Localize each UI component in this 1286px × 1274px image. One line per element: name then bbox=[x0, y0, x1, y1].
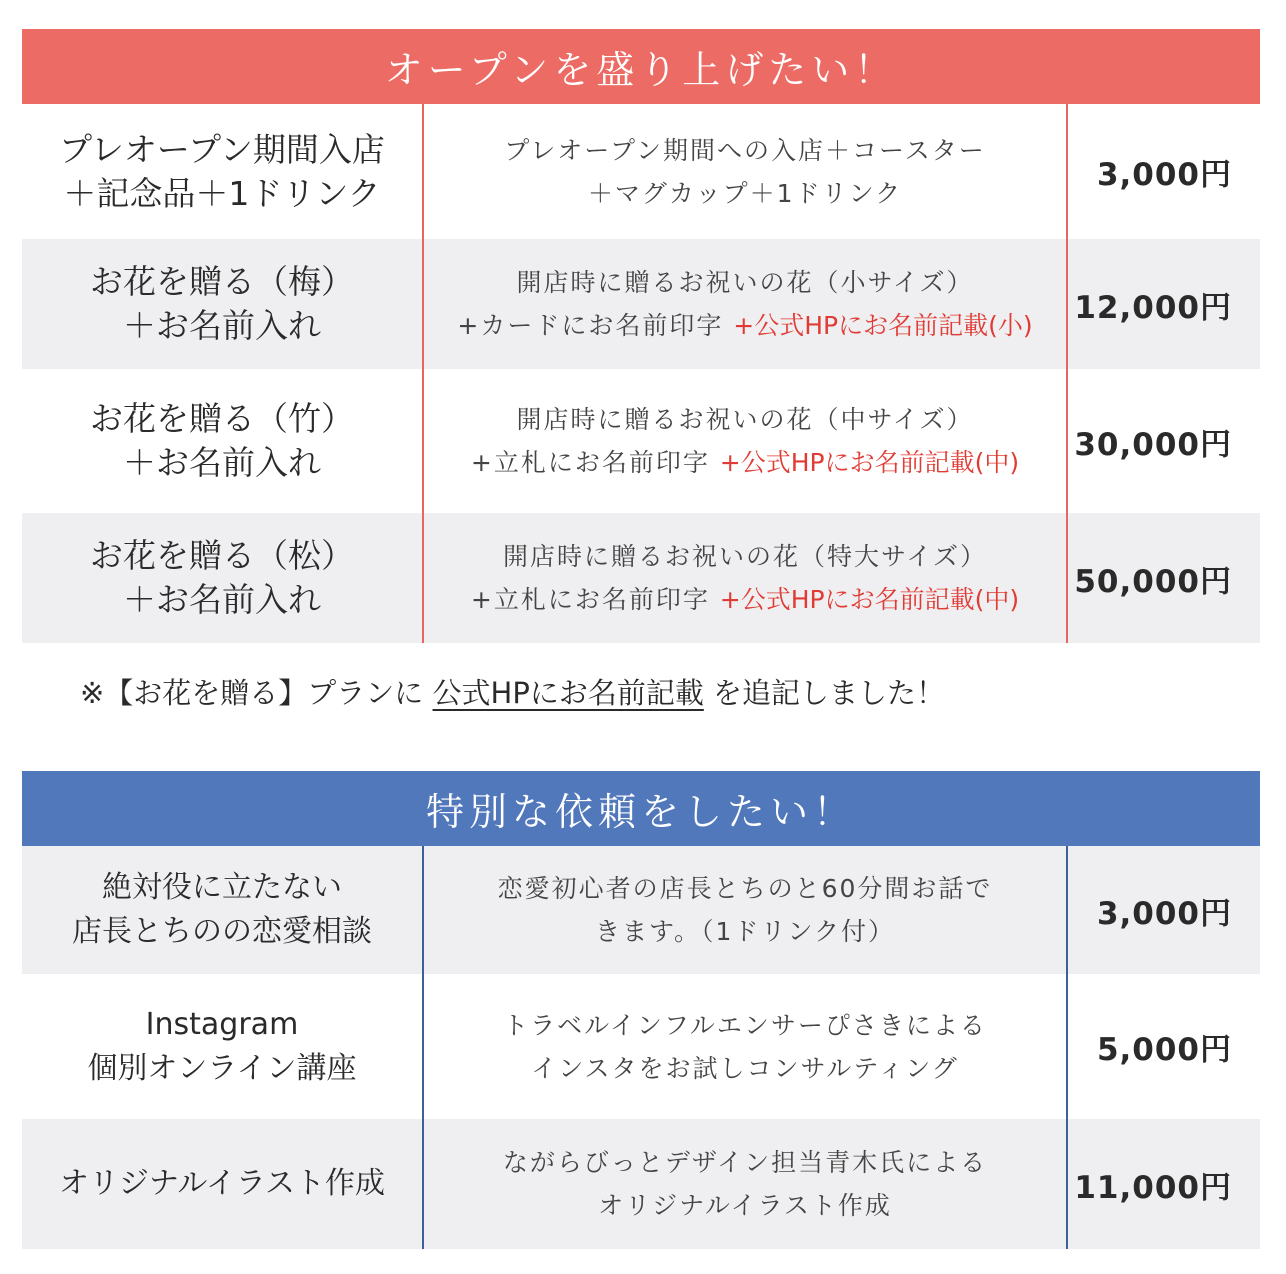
plan-row-ume bbox=[22, 239, 1260, 369]
request-price: 11,000円 bbox=[1074, 1169, 1232, 1206]
request-name bbox=[22, 846, 422, 974]
request-name-line1: オリジナルイラスト作成 bbox=[58, 1166, 386, 1201]
plan-description bbox=[422, 239, 1068, 369]
plan-desc-highlight: +公式HPにお名前記載(中) bbox=[719, 585, 1020, 614]
plan-name-line1: お花を贈る（竹） bbox=[90, 399, 354, 438]
request-name bbox=[22, 1119, 422, 1249]
request-desc-line1: トラベルインフルエンサーぴさきによる bbox=[503, 1010, 987, 1040]
request-description bbox=[422, 1119, 1068, 1249]
plan-name bbox=[22, 513, 422, 643]
plan-name-line2: ＋お名前入れ bbox=[123, 580, 321, 619]
plan-name bbox=[22, 104, 422, 239]
request-name bbox=[22, 974, 422, 1119]
special-requests-title: 特別な依頼をしたい！ bbox=[425, 790, 856, 834]
plan-price: 3,000円 bbox=[1096, 157, 1232, 193]
plan-row-matsu bbox=[22, 513, 1260, 643]
request-price: 3,000円 bbox=[1096, 895, 1232, 932]
request-name-line2: 店長とちのの恋愛相談 bbox=[72, 914, 372, 949]
plan-row-preopen bbox=[22, 104, 1260, 239]
note-prefix: ※【お花を贈る】プランに bbox=[80, 676, 433, 710]
plan-desc-line1: プレオープン期間への入店＋コースター bbox=[504, 135, 986, 165]
request-price: 5,000円 bbox=[1096, 1032, 1232, 1068]
request-name-line1: Instagram bbox=[145, 1006, 299, 1042]
open-plans-banner bbox=[22, 29, 1260, 104]
request-desc-line2: インスタをお試しコンサルティング bbox=[531, 1053, 959, 1083]
plan-price: 12,000円 bbox=[1074, 289, 1232, 326]
plan-desc-line1: 開店時に贈るお祝いの花（中サイズ） bbox=[516, 405, 974, 434]
request-desc-line1: ながらびっとデザイン担当青木氏による bbox=[502, 1148, 988, 1177]
open-plans-title: オープンを盛り上げたい！ bbox=[384, 48, 898, 92]
plan-name-line2: ＋記念品＋1ドリンク bbox=[63, 173, 381, 213]
plan-desc-highlight: +公式HPにお名前記載(小) bbox=[733, 311, 1033, 340]
special-requests-section bbox=[22, 771, 1260, 1249]
plan-desc-base: +カードにお名前印字 bbox=[457, 311, 734, 340]
plan-desc-line1: 開店時に贈るお祝いの花（小サイズ） bbox=[516, 268, 974, 297]
plan-desc-base: +立札にお名前印字 bbox=[470, 448, 720, 477]
plan-name bbox=[22, 239, 422, 369]
request-desc-line1: 恋愛初心者の店長とちのと60分間お話で bbox=[497, 874, 993, 903]
plan-name-line1: お花を贈る（松） bbox=[90, 536, 354, 575]
plan-name-line1: お花を贈る（梅） bbox=[90, 262, 354, 301]
plan-desc-line1: 開店時に贈るお祝いの花（特大サイズ） bbox=[502, 542, 987, 571]
plan-desc-line2: ＋マグカップ＋1ドリンク bbox=[587, 178, 903, 208]
note-underlined: 公式HPにお名前記載 bbox=[432, 676, 704, 710]
plan-price: 30,000円 bbox=[1074, 426, 1232, 463]
request-desc-line2: オリジナルイラスト作成 bbox=[598, 1191, 892, 1220]
plan-desc-line2 bbox=[471, 578, 1019, 621]
plan-name bbox=[22, 369, 422, 513]
request-desc-line2: きます。（1ドリンク付） bbox=[595, 917, 895, 946]
plan-desc-line2 bbox=[457, 304, 1032, 347]
plan-desc-line2 bbox=[471, 441, 1019, 484]
plan-row-take bbox=[22, 369, 1260, 513]
request-row-love-consult bbox=[22, 846, 1260, 974]
plan-name-line2: ＋お名前入れ bbox=[123, 306, 321, 345]
request-description bbox=[422, 974, 1068, 1119]
plan-description bbox=[422, 369, 1068, 513]
request-name-line1: 絶対役に立たない bbox=[102, 870, 342, 905]
open-plans-section bbox=[22, 29, 1260, 643]
special-requests-banner bbox=[22, 771, 1260, 846]
note-suffix: を追記しました！ bbox=[703, 676, 946, 710]
plan-description bbox=[422, 104, 1068, 239]
plan-name-line2: ＋お名前入れ bbox=[123, 443, 321, 482]
plan-name-line1: プレオープン期間入店 bbox=[59, 129, 385, 169]
plan-description bbox=[422, 513, 1068, 643]
request-row-instagram bbox=[22, 974, 1260, 1119]
plan-price: 50,000円 bbox=[1074, 563, 1232, 600]
update-note bbox=[80, 670, 1260, 716]
request-description bbox=[422, 846, 1068, 974]
plan-desc-base: +立札にお名前印字 bbox=[470, 585, 720, 614]
request-row-illustration bbox=[22, 1119, 1260, 1249]
request-name-line2: 個別オンライン講座 bbox=[87, 1050, 357, 1086]
plan-desc-highlight: +公式HPにお名前記載(中) bbox=[719, 448, 1020, 477]
